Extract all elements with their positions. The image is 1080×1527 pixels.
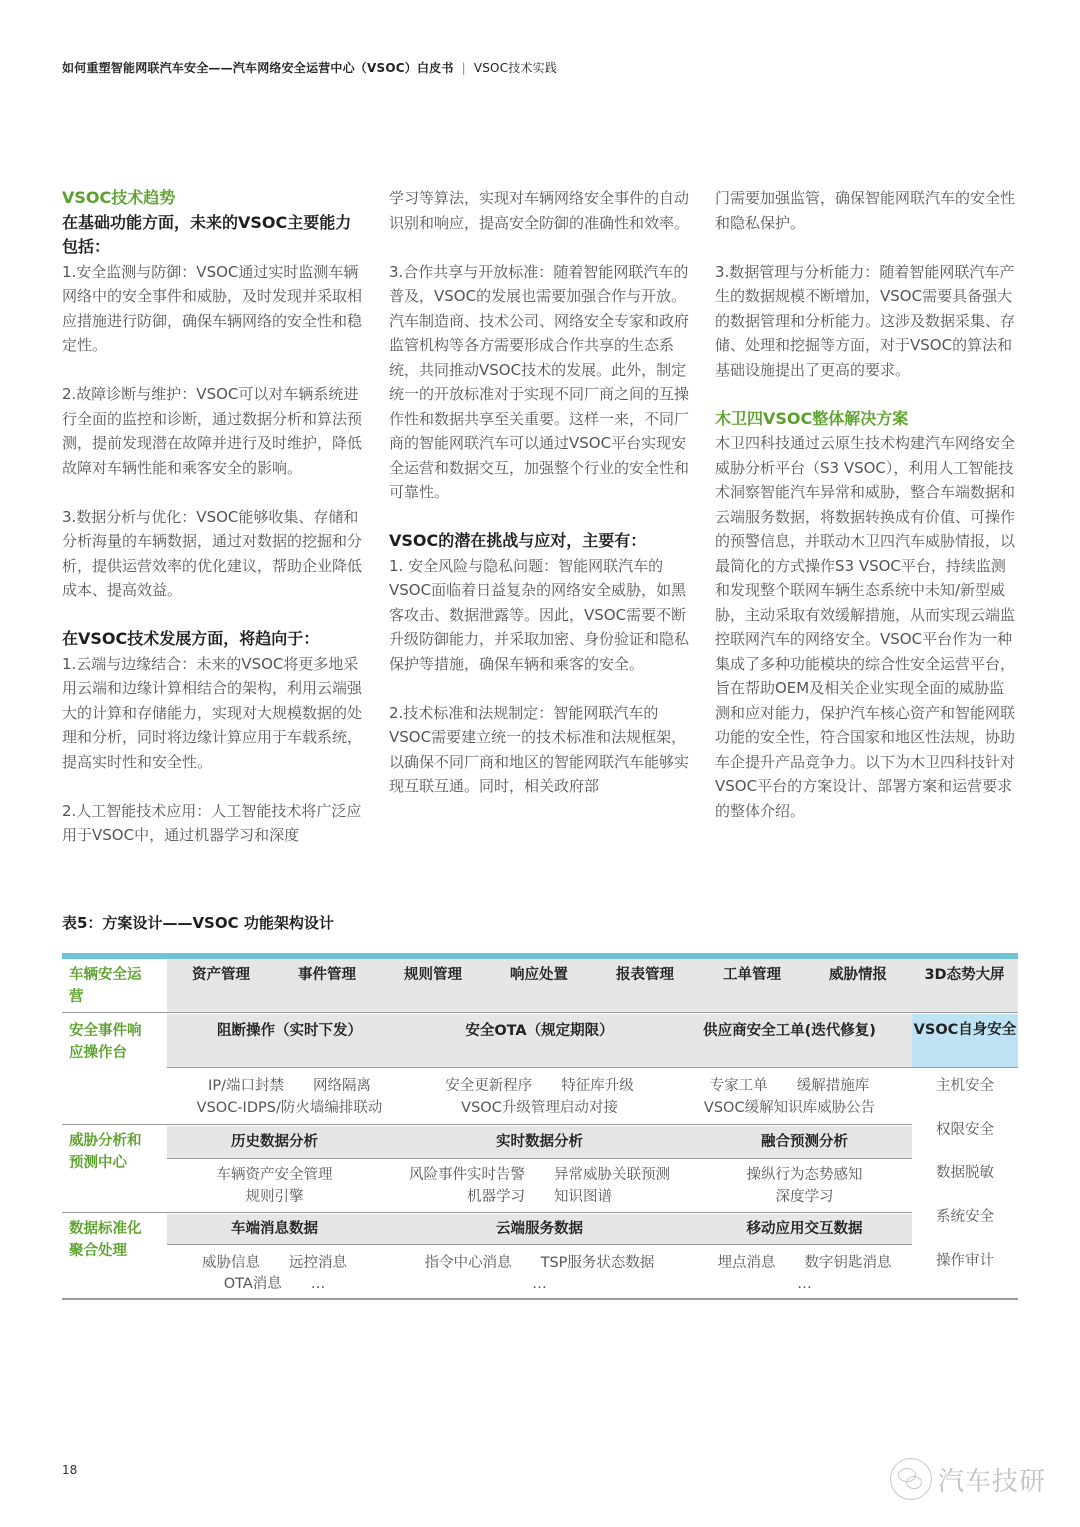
paragraph: 3.合作共享与开放标准：随着智能网联汽车的普及，VSOC的发展也需要加强合作与开放。汽车制造商、技术公司、网络安全专家和政府监管机构等各方需要形成合作共享的生态系统，共同推动VSOC技术的发展。此外，制定统一的开放标准对于实现不同厂商之间的互操作性和数据共享至关重要。这样一来，不同厂商的智能网联汽车可以通过VSOC平台实现安全运营和数据交互，加强整个行业的安全性和可靠性。 [389, 262, 690, 501]
group-detail: IP/端口封禁 网络隔离 [208, 1078, 371, 1094]
paragraph: 1. 安全风险与隐私问题：智能网联汽车的VSOC面临着日益复杂的网络安全威胁，如黑客攻击、数据泄露等。因此，VSOC需要不断升级防御能力，并采取加密、身份验证和隐私保护等措施，确保车辆和乘客的安全。 [389, 556, 690, 673]
module-ticket-management: 工单管理 [723, 967, 781, 983]
group-detail: … [797, 1276, 812, 1292]
header-section: VSOC技术实践 [473, 61, 558, 75]
group-secure-ota-title: 安全OTA（规定期限） [465, 1023, 614, 1039]
right-item-data-masking: 数据脱敏 [936, 1165, 994, 1181]
group-detail: 指令中心消息 TSP服务状态数据 [424, 1255, 655, 1271]
group-detail: 车辆资产安全管理 [216, 1167, 333, 1183]
group-detail: 风险事件实时告警 异常威胁关联预测 [409, 1167, 670, 1183]
right-item-permission-security: 权限安全 [936, 1122, 994, 1138]
module-response: 响应处置 [510, 967, 568, 983]
row-label-threat-analysis: 威胁分析和预测中心 [69, 1133, 142, 1171]
right-item-host-security: 主机安全 [936, 1078, 994, 1094]
group-detail: 规则引擎 [245, 1189, 304, 1205]
group-detail: 专家工单 缓解措施库 [709, 1078, 870, 1094]
group-vehicle-data-title: 车端消息数据 [231, 1221, 318, 1237]
module-3d-dashboard: 3D态势大屏 [924, 967, 1005, 983]
group-realtime-title: 实时数据分析 [496, 1134, 583, 1150]
right-item-operation-audit: 操作审计 [936, 1253, 994, 1269]
group-historical-title: 历史数据分析 [231, 1134, 318, 1150]
group-block-ops-title: 阻断操作（实时下发） [217, 1023, 362, 1039]
module-asset-management: 资产管理 [192, 967, 250, 983]
paragraph: 3.数据分析与优化：VSOC能够收集、存储和分析海量的车辆数据，通过对数据的挖掘和分析，提供运营效率的优化建议，帮助企业降低成本、提高效益。 [62, 507, 363, 599]
header-title: 如何重塑智能网联汽车安全——汽车网络安全运营中心（VSOC）白皮书 [62, 61, 454, 75]
row-divider [62, 1212, 912, 1213]
page-number: 18 [62, 1463, 78, 1477]
row-label-incident-response: 安全事件响应操作台 [69, 1023, 142, 1061]
group-fusion-title: 融合预测分析 [761, 1134, 848, 1150]
group-detail: 操纵行为态势感知 [746, 1167, 863, 1183]
row-divider [62, 1012, 1018, 1013]
paragraph: 2.故障诊断与维护：VSOC可以对车辆系统进行全面的监控和诊断，通过数据分析和算法预测，提前发现潜在故障并进行及时维护，降低故障对车辆性能和乘客安全的影响。 [62, 385, 363, 477]
group-detail: VSOC升级管理启动对接 [461, 1100, 618, 1116]
group-detail: … [532, 1276, 547, 1292]
subheading-development: 在VSOC技术发展方面，将趋向于： [62, 629, 320, 648]
group-detail: OTA消息 … [223, 1276, 326, 1292]
watermark-text: 汽车技研 [938, 1466, 1047, 1497]
subheading-basic-functions: 在基础功能方面，未来的VSOC主要能力包括： [62, 212, 352, 256]
paragraph: 2.技术标准和法规制定：智能网联汽车的VSOC需要建立统一的技术标准和法规框架，以确保不同厂商和地区的智能网联汽车能够实现互联互通。同时，相关政府部 [389, 703, 690, 795]
row-divider [167, 1067, 1018, 1068]
table-caption: 表5：方案设计——VSOC 功能架构设计 [62, 914, 334, 932]
group-detail: 威胁信息 远控消息 [202, 1255, 347, 1271]
paragraph: 2.人工智能技术应用：人工智能技术将广泛应用于VSOC中，通过机器学习和深度 [62, 801, 362, 844]
watermark [890, 1458, 1046, 1500]
group-mobile-data-title: 移动应用交互数据 [746, 1221, 863, 1237]
paragraph: 3.数据管理与分析能力：随着智能网联汽车产生的数据规模不断增加，VSOC需要具备强大的数据管理和分析能力。这涉及数据采集、存储、处理和挖掘等方面，对于VSOC的算法和基础设施提出了更高的要求。 [715, 262, 1016, 379]
subheading-challenges: VSOC的潜在挑战与应对，主要有： [389, 531, 647, 550]
group-detail: VSOC-IDPS/防火墙编排联动 [196, 1100, 383, 1116]
paragraph: 1.云端与边缘结合：未来的VSOC将更多地采用云端和边缘计算相结合的架构，利用云端强大的计算和存储能力，实现对大规模数据的处理和分析，同时将边缘计算应用于车载系统，提高实时性和安全性。 [62, 654, 363, 771]
text-column-2 [389, 186, 689, 799]
row-divider [167, 1158, 912, 1159]
module-threat-intel: 威胁情报 [829, 967, 887, 983]
text-column-1 [62, 186, 362, 848]
table-bottom-rule [62, 1298, 1018, 1300]
group-supplier-ticket-title: 供应商安全工单(迭代修复) [703, 1023, 876, 1039]
section-heading-solution: 木卫四VSOC整体解决方案 [715, 408, 909, 428]
paragraph: 木卫四科技通过云原生技术构建汽车网络安全威胁分析平台（S3 VSOC），利用人工智能技术洞察智能汽车异常和威胁，整合车端数据和云端服务数据，将数据转换成有价值、可操作的预警信息，并联动木卫四汽车威胁情报，以最简化的方式操作S3 VSOC平台，持续监测和发现整个联网车辆生态系统中未知/新型威胁，主动采取有效缓解措施，从而实现云端监控联网汽车的网络安全。VSOC平台作为一种集成了多种功能模块的综合性安全运营平台，旨在帮助OEM及相关企业实现全面的威胁监测和应对能力，保护汽车核心资产和智能网联功能的安全性，符合国家和地区性法规，协助车企提升产品竞争力。以下为木卫四科技针对VSOC平台的方案设计、部署方案和运营要求的整体介绍。 [715, 434, 1016, 820]
row-label-data-processing: 数据标准化聚合处理 [69, 1221, 142, 1259]
group-detail: 埋点消息 数字钥匙消息 [717, 1255, 892, 1271]
group-detail: 深度学习 [775, 1189, 834, 1205]
row-label-vehicle-ops: 车辆安全运营 [69, 967, 142, 1005]
module-rule-management: 规则管理 [404, 967, 462, 983]
header-separator: | [461, 61, 466, 75]
right-column-title: VSOC自身安全 [913, 1022, 1017, 1038]
group-detail: 安全更新程序 特征库升级 [445, 1078, 634, 1094]
group-cloud-data-title: 云端服务数据 [496, 1221, 583, 1237]
wechat-icon [890, 1458, 932, 1500]
right-item-system-security: 系统安全 [936, 1209, 994, 1225]
group-detail: VSOC缓解知识库威胁公告 [703, 1100, 876, 1116]
section-heading-trends: VSOC技术趋势 [62, 188, 176, 207]
text-column-3 [715, 186, 1015, 823]
row-divider [167, 1244, 912, 1245]
row-divider [62, 1124, 912, 1125]
paragraph: 1.安全监测与防御：VSOC通过实时监测车辆网络中的安全事件和威胁，及时发现并采取相应措施进行防御，确保车辆网络的安全性和稳定性。 [62, 262, 363, 354]
module-event-management: 事件管理 [298, 967, 356, 983]
group-detail: 机器学习 知识图谱 [467, 1189, 612, 1205]
paragraph: 门需要加强监管，确保智能网联汽车的安全性和隐私保护。 [715, 189, 1016, 232]
module-report-management: 报表管理 [616, 967, 674, 983]
paragraph: 学习等算法，实现对车辆网络安全事件的自动识别和响应，提高安全防御的准确性和效率。 [389, 189, 690, 232]
page-header [62, 59, 557, 76]
